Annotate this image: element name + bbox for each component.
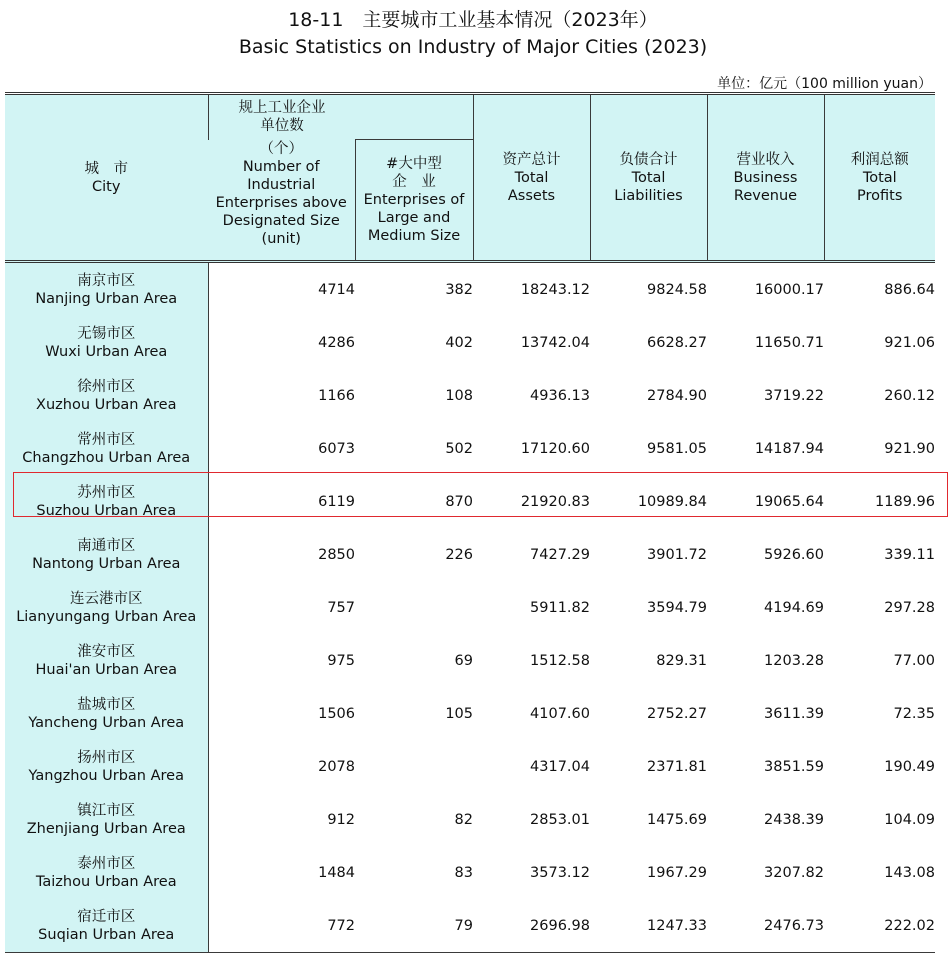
profits-cell: 297.28 xyxy=(884,599,935,616)
city-name-en: Nantong Urban Area xyxy=(32,555,181,572)
city-cell xyxy=(5,899,208,953)
liabilities-cell: 3901.72 xyxy=(647,546,707,563)
header-revenue-en-2: Revenue xyxy=(733,187,798,204)
large-cell xyxy=(355,740,473,793)
table-row xyxy=(5,634,935,687)
city-name-en: Wuxi Urban Area xyxy=(45,343,168,360)
unit-label: 单位：亿元（100 million yuan） xyxy=(717,76,932,92)
city-name-zh: 南京市区 xyxy=(77,272,136,289)
city-name-zh: 常州市区 xyxy=(77,431,136,448)
header-enterprises-zh-1: 规上工业企业 xyxy=(238,100,326,116)
enterprises-cell: 2850 xyxy=(318,546,355,563)
liabilities-cell: 2752.27 xyxy=(647,705,707,722)
enterprises-cell: 975 xyxy=(327,652,355,669)
header-liabilities xyxy=(590,94,707,262)
revenue-cell: 5926.60 xyxy=(764,546,824,563)
city-name-zh: 苏州市区 xyxy=(77,484,136,501)
header-profits-en-1: Total xyxy=(862,169,897,186)
revenue-cell: 3207.82 xyxy=(764,864,824,881)
table-row xyxy=(5,475,935,528)
revenue-cell: 14187.94 xyxy=(754,440,824,457)
city-name-zh: 南通市区 xyxy=(77,537,136,554)
liabilities-cell: 1475.69 xyxy=(647,811,707,828)
header-enterprises-en-3: Enterprises above xyxy=(215,194,347,211)
header-enterprises-group xyxy=(208,94,473,140)
city-name-zh: 扬州市区 xyxy=(77,749,136,766)
city-name-en: Zhenjiang Urban Area xyxy=(26,820,186,837)
liabilities-cell: 829.31 xyxy=(656,652,707,669)
enterprises-cell: 4714 xyxy=(318,281,355,298)
revenue-cell: 2476.73 xyxy=(707,899,824,953)
city-name-en: Yancheng Urban Area xyxy=(28,714,185,731)
profits-cell: 222.02 xyxy=(824,899,935,953)
header-enterprises-en-5: (unit) xyxy=(261,230,301,247)
city-name-en: Yangzhou Urban Area xyxy=(28,767,184,784)
city-name-zh: 无锡市区 xyxy=(77,325,136,342)
enterprises-cell: 772 xyxy=(208,899,355,953)
profits-cell: 921.90 xyxy=(884,440,935,457)
header-profits xyxy=(824,94,935,262)
large-cell: 83 xyxy=(454,864,473,881)
large-cell: 502 xyxy=(445,440,473,457)
large-cell xyxy=(355,581,473,634)
table-row xyxy=(5,846,935,899)
table-body xyxy=(5,262,935,953)
header-liabilities-en-2: Liabilities xyxy=(614,187,683,204)
table-row xyxy=(5,687,935,740)
assets-cell: 18243.12 xyxy=(520,281,590,298)
assets-cell: 7427.29 xyxy=(530,546,590,563)
table-row xyxy=(5,793,935,846)
header-city xyxy=(5,94,208,262)
profits-cell: 886.64 xyxy=(884,281,935,298)
large-cell: 402 xyxy=(445,334,473,351)
header-assets-en-2: Assets xyxy=(507,187,556,204)
revenue-cell: 1203.28 xyxy=(764,652,824,669)
city-cell xyxy=(5,316,208,369)
city-name-en: Nanjing Urban Area xyxy=(35,290,178,307)
city-cell xyxy=(5,475,208,528)
assets-cell: 17120.60 xyxy=(520,440,590,457)
header-enterprises-zh-3: （个） xyxy=(259,140,303,157)
profits-cell: 1189.96 xyxy=(875,493,935,510)
header-assets xyxy=(473,94,590,262)
enterprises-cell: 6119 xyxy=(318,493,355,510)
header-assets-en-1: Total xyxy=(514,169,549,186)
assets-cell: 4317.04 xyxy=(530,758,590,775)
city-name-zh: 徐州市区 xyxy=(77,378,136,395)
revenue-cell: 16000.17 xyxy=(754,281,824,298)
assets-cell: 1512.58 xyxy=(530,652,590,669)
revenue-cell: 19065.64 xyxy=(754,493,824,510)
header-city-en: City xyxy=(92,178,121,195)
city-cell xyxy=(5,581,208,634)
liabilities-cell: 6628.27 xyxy=(647,334,707,351)
header-liabilities-zh: 负债合计 xyxy=(619,151,678,168)
profits-cell: 77.00 xyxy=(893,652,935,669)
large-cell: 108 xyxy=(445,387,473,404)
city-cell xyxy=(5,528,208,581)
enterprises-cell: 4286 xyxy=(318,334,355,351)
city-cell xyxy=(5,846,208,899)
city-cell xyxy=(5,740,208,793)
profits-cell: 190.49 xyxy=(884,758,935,775)
large-cell: 870 xyxy=(445,493,473,510)
header-large-medium xyxy=(355,140,473,262)
header-enterprises-en-4: Designated Size xyxy=(222,212,340,229)
assets-cell: 5911.82 xyxy=(530,599,590,616)
table-row xyxy=(5,899,935,953)
table-row xyxy=(5,422,935,475)
city-name-en: Lianyungang Urban Area xyxy=(16,608,197,625)
city-name-zh: 镇江市区 xyxy=(77,802,136,819)
profits-cell: 339.11 xyxy=(884,546,935,563)
profits-cell: 143.08 xyxy=(884,864,935,881)
large-cell: 82 xyxy=(454,811,473,828)
header-large-en-3: Medium Size xyxy=(367,228,461,244)
liabilities-cell: 9581.05 xyxy=(647,440,707,457)
city-name-en: Changzhou Urban Area xyxy=(22,449,191,466)
header-large-zh-2: 企 业 xyxy=(392,174,436,190)
large-cell: 382 xyxy=(445,281,473,298)
city-name-en: Suqian Urban Area xyxy=(38,926,175,943)
liabilities-cell: 2784.90 xyxy=(647,387,707,404)
enterprises-cell: 912 xyxy=(327,811,355,828)
revenue-cell: 11650.71 xyxy=(754,334,824,351)
assets-cell: 13742.04 xyxy=(520,334,590,351)
city-name-zh: 宿迁市区 xyxy=(77,908,136,925)
header-large-en-2: Large and xyxy=(377,210,451,226)
header-enterprises-zh-2: 单位数 xyxy=(260,118,304,134)
assets-cell: 4936.13 xyxy=(530,387,590,404)
header-profits-en-2: Profits xyxy=(857,187,903,204)
profits-cell: 921.06 xyxy=(884,334,935,351)
enterprises-cell: 757 xyxy=(327,599,355,616)
city-name-zh: 连云港市区 xyxy=(70,590,143,607)
statistics-table xyxy=(5,92,935,953)
table-row xyxy=(5,528,935,581)
city-cell xyxy=(5,369,208,422)
table-title-en: Basic Statistics on Industry of Major Cities (2023) xyxy=(238,36,708,58)
city-cell xyxy=(5,422,208,475)
city-cell xyxy=(5,634,208,687)
liabilities-cell: 2371.81 xyxy=(647,758,707,775)
city-name-zh: 泰州市区 xyxy=(77,855,136,872)
header-assets-zh: 资产总计 xyxy=(502,151,561,168)
city-name-en: Taizhou Urban Area xyxy=(35,873,177,890)
table-row xyxy=(5,740,935,793)
enterprises-cell: 6073 xyxy=(318,440,355,457)
assets-cell: 21920.83 xyxy=(520,493,590,510)
revenue-cell: 3851.59 xyxy=(764,758,824,775)
city-name-en: Xuzhou Urban Area xyxy=(36,396,177,413)
enterprises-cell: 1484 xyxy=(318,864,355,881)
table-row xyxy=(5,262,935,317)
revenue-cell: 2438.39 xyxy=(764,811,824,828)
header-enterprises-en-2: Industrial xyxy=(247,176,316,193)
liabilities-cell: 10989.84 xyxy=(637,493,707,510)
liabilities-cell: 1247.33 xyxy=(590,899,707,953)
large-cell: 69 xyxy=(454,652,473,669)
enterprises-cell: 1506 xyxy=(318,705,355,722)
profits-cell: 260.12 xyxy=(884,387,935,404)
table-row xyxy=(5,369,935,422)
large-cell: 105 xyxy=(445,705,473,722)
city-name-en: Huai'an Urban Area xyxy=(35,661,177,678)
city-name-en: Suzhou Urban Area xyxy=(36,502,177,519)
large-cell: 79 xyxy=(355,899,473,953)
city-name-zh: 淮安市区 xyxy=(77,643,136,660)
assets-cell: 2696.98 xyxy=(473,899,590,953)
header-large-zh-1: #大中型 xyxy=(386,156,442,172)
table-title-zh: 18-11 主要城市工业基本情况（2023年） xyxy=(288,9,658,31)
table-row xyxy=(5,316,935,369)
header-profits-zh: 利润总额 xyxy=(850,151,909,168)
header-large-en-1: Enterprises of xyxy=(363,192,465,208)
revenue-cell: 3719.22 xyxy=(764,387,824,404)
header-liabilities-en-1: Total xyxy=(631,169,666,186)
header-revenue xyxy=(707,94,824,262)
assets-cell: 2853.01 xyxy=(530,811,590,828)
table-row xyxy=(5,581,935,634)
assets-cell: 4107.60 xyxy=(530,705,590,722)
profits-cell: 72.35 xyxy=(893,705,935,722)
profits-cell: 104.09 xyxy=(884,811,935,828)
enterprises-cell: 1166 xyxy=(318,387,355,404)
liabilities-cell: 9824.58 xyxy=(647,281,707,298)
revenue-cell: 3611.39 xyxy=(764,705,824,722)
header-enterprises xyxy=(208,140,355,262)
city-cell xyxy=(5,687,208,740)
city-cell xyxy=(5,262,208,317)
header-revenue-en-1: Business xyxy=(733,169,798,186)
header-city-zh: 城 市 xyxy=(84,160,128,177)
liabilities-cell: 1967.29 xyxy=(647,864,707,881)
liabilities-cell: 3594.79 xyxy=(647,599,707,616)
header-enterprises-en-1: Number of xyxy=(242,158,320,175)
large-cell: 226 xyxy=(445,546,473,563)
revenue-cell: 4194.69 xyxy=(764,599,824,616)
city-name-zh: 盐城市区 xyxy=(77,696,136,713)
assets-cell: 3573.12 xyxy=(530,864,590,881)
city-cell xyxy=(5,793,208,846)
header-revenue-zh: 营业收入 xyxy=(736,151,795,168)
enterprises-cell: 2078 xyxy=(318,758,355,775)
